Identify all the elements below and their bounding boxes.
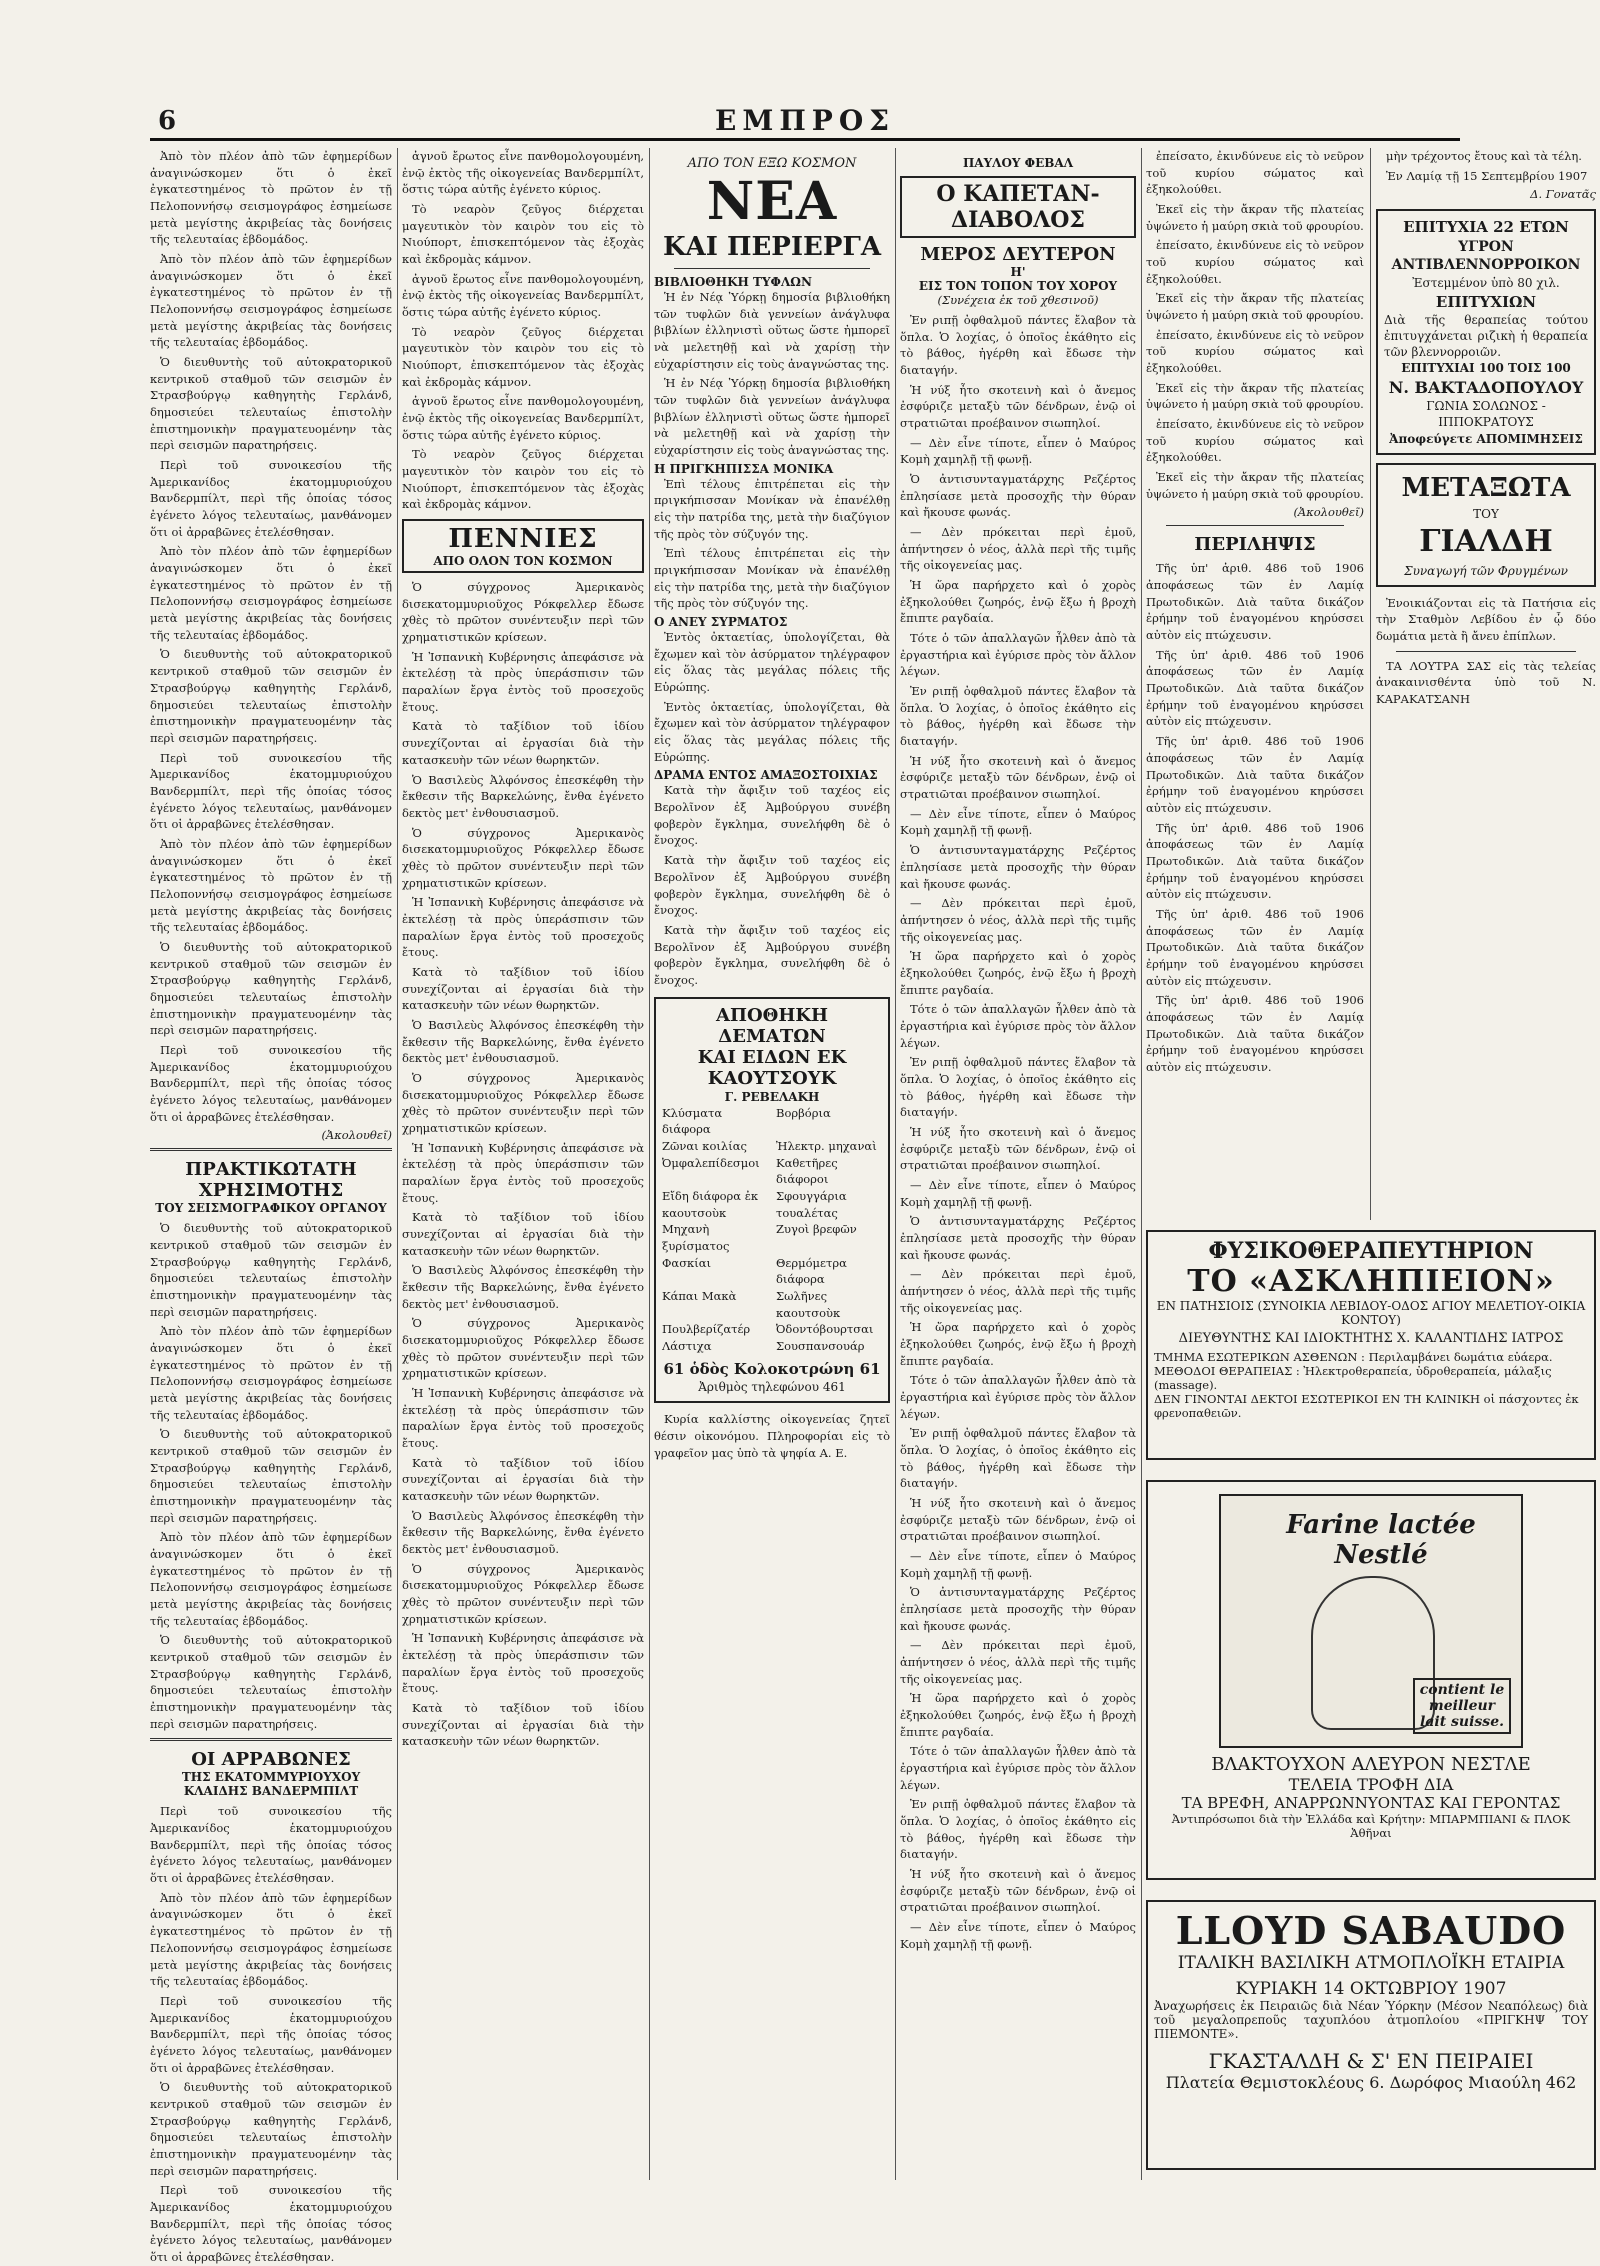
ad-line: Ἐστεμμένον ὑπὸ 80 χιλ. — [1412, 276, 1560, 291]
lloyd-sabaudo-ad — [1146, 1900, 1596, 2170]
article-text: Περὶ τοῦ συνοικεσίου τῆς Ἀμερικανίδος ἑκατομμυριούχου Βανδερμπίλτ, περὶ τῆς ὁποίας τόσος ἐγένετο λόγος τελευταίως, μανθάνομεν ὅτι οἱ ἀρραβῶνες ἐτελέσθησαν. — [150, 458, 392, 539]
article-text: Ὁ διευθυντὴς τοῦ αὐτοκρατορικοῦ κεντρικοῦ σταθμοῦ τῶν σεισμῶν ἐν Στρασβούργῳ καθηγητὴς Γερλάνδ, δημοσιεύει τελευταίως ἐπιστολὴν ἐπιστημονικὴν πραγματευομένην τὰς περὶ σεισμῶν παρατηρήσεις. — [150, 1633, 392, 1731]
ad-goods-item: Εἴδη διάφορα ἐκ καουτσοὺκ — [662, 1189, 759, 1220]
article-text: ἐπείσατο, ἐκινδύνευε εἰς τὸ νεῦρον τοῦ κυρίου σώματος καὶ ἐξηκολούθει. — [1146, 327, 1364, 376]
article-text: Περὶ τοῦ συνοικεσίου τῆς Ἀμερικανίδος ἑκατομμυριούχου Βανδερμπίλτ, περὶ τῆς ὁποίας τόσος ἐγένετο λόγος τελευταίως, μανθάνομεν ὅτι οἱ ἀρραβῶνες ἐτελέσθησαν. — [150, 1804, 392, 1886]
classified-text: ΤΑ ΛΟΥΤΡΑ ΣΑΣ εἰς τὰς τελείας ἀνακαινισθέντα ὑπὸ τοῦ Ν. ΚΑΡΑΚΑΤΣΑΝΗ — [1376, 658, 1596, 707]
article-text: ἐπείσατο, ἐκινδύνευε εἰς τὸ νεῦρον τοῦ κυρίου σώματος καὶ ἐξηκολούθει. — [1146, 238, 1364, 286]
ad-note: Ἀποφεύγετε ΑΠΟΜΙΜΗΣΕΙΣ — [1389, 431, 1583, 446]
ad-line: ΤΜΗΜΑ ΕΣΩΤΕΡΙΚΩΝ ΑΣΘΕΝΩΝ : Περιλαμβάνει δωμάτια εὐάερα. — [1154, 1350, 1553, 1364]
article-text: Ἐπὶ τέλους ἐπιτρέπεται εἰς τὴν πριγκήπισσαν Μονίκαν νὰ ἐπανέλθῃ εἰς τὴν πατρίδα της, μετὰ τὴν διαζύγιον τῆς πρὸς τὸν σύζυγόν της. — [654, 476, 890, 541]
column-3 — [654, 148, 890, 2180]
ad-name: ΓΙΑΛΔΗ — [1419, 524, 1553, 559]
article-text: ἀγνοῦ ἔρωτος εἶνε πανθομολογουμένη, ἐνῷ ἐκτὸς τῆς οἰκογενείας Βανδερμπίλτ, ὅστις τώρα αὐτῆς ἐγένετο κύριος. — [402, 271, 644, 320]
article-text: Κατὰ τὸ ταξίδιον τοῦ ἰδίου συνεχίζονται αἱ ἐργασίαι διὰ τὴν κατασκευὴν τῶν νέων θωρηκτῶν. — [402, 719, 644, 767]
masthead — [150, 100, 1460, 140]
column-1 — [150, 148, 392, 2264]
article-text: Ὁ ἀντισυνταγματάρχης Ρεζέρτος ἐπλησίασε μετὰ προσοχῆς τὴν θύραν καὶ ἤκουσε φωνάς. — [900, 1214, 1136, 1262]
article-text: Τῆς ὑπ' ἀριθ. 486 τοῦ 1906 ἀποφάσεως τῶν ἐν Λαμίᾳ Πρωτοδικῶν. Διὰ ταῦτα δικάζον ἐρήμην τοῦ ἐναγομένου κηρύσσει αὐτὸν εἰς πτώχευσιν. — [1146, 906, 1364, 988]
article-text: Ὁ ἀντισυνταγματάρχης Ρεζέρτος ἐπλησίασε μετὰ προσοχῆς τὴν θύραν καὶ ἤκουσε φωνάς. — [900, 843, 1136, 891]
ad-address: ΓΩΝΙΑ ΣΟΛΩΝΟΣ - ΙΠΠΟΚΡΑΤΟΥΣ — [1426, 399, 1546, 430]
item-title: ΔΡΑΜΑ ΕΝΤΟΣ ΑΜΑΞΟΣΤΟΙΧΙΑΣ — [654, 768, 878, 783]
section-heading — [150, 1159, 392, 1215]
section-subtitle: ΤΗΣ ΕΚΑΤΟΜΜΥΡΙΟΥΧΟΥ — [181, 1770, 361, 1785]
article-text: — Δὲν πρόκειται περὶ ἐμοῦ, ἀπήντησεν ὁ νέος, ἀλλὰ περὶ τῆς τιμῆς τῆς οἰκογενείας μας. — [900, 896, 1136, 944]
article-text: — Δὲν εἶνε τίποτε, εἶπεν ὁ Μαύρος Κομὴ χαμηλῇ τῇ φωνῇ. — [900, 1920, 1136, 1951]
article-text: Τότε ὁ τῶν ἀπαλλαγῶν ἦλθεν ἀπὸ τὰ ἐργαστήρια καὶ ἐγύρισε πρὸς τὸν ἄλλον λέγων. — [900, 1002, 1136, 1050]
article-text: Περὶ τοῦ συνοικεσίου τῆς Ἀμερικανίδος ἑκατομμυριούχου Βανδερμπίλτ, περὶ τῆς ὁποίας τόσος ἐγένετο λόγος τελευταίως, μανθάνομεν ὅτι οἱ ἀρραβῶνες ἐτελέσθησαν. — [150, 2183, 392, 2264]
ad-targets: ΤΑ ΒΡΕΦΗ, ΑΝΑΡΡΩΝΝΥΟΝΤΑΣ ΚΑΙ ΓΕΡΟΝΤΑΣ — [1181, 1794, 1561, 1812]
ad-word: ΕΠΙΤΥΧΙΩΝ — [1435, 292, 1537, 311]
masthead-rule — [150, 138, 1460, 141]
ad-title: ΕΠΙΤΥΧΙΑ 22 ΕΤΩΝ — [1403, 218, 1569, 237]
section-rule — [1166, 525, 1344, 526]
article-text: Τῆς ὑπ' ἀριθ. 486 τοῦ 1906 ἀποφάσεως τῶν ἐν Λαμίᾳ Πρωτοδικῶν. Διὰ ταῦτα δικάζον ἐρήμην τοῦ ἐναγομένου κηρύσσει αὐτὸν εἰς πτώχευσιν. — [1146, 820, 1364, 902]
article-text: Ὁ σύγχρονος Ἀμερικανὸς δισεκατομμυριοῦχος Ρόκφελλερ ἔδωσε χθὲς τὸ πρῶτον συνέντευξιν περὶ τῶν χρηματιστικῶν κρίσεων. — [402, 825, 644, 890]
ad-text: Διὰ τῆς θεραπείας τούτου ἐπιτυγχάνεται ριζικὴ ἡ θεραπεία τῶν βλεννορροιῶν. — [1384, 312, 1588, 360]
ad-phone: Ἀριθμὸς τηλεφώνου 461 — [698, 1380, 846, 1395]
ad-goods-item: Μηχανὴ ξυρίσματος — [662, 1222, 730, 1254]
article-text: Ὁ Βασιλεὺς Ἀλφόνσος ἐπεσκέφθη τὴν ἔκθεσιν τῆς Βαρκελώνης, ἔνθα ἐγένετο δεκτὸς μετ' ἐνθουσιασμοῦ. — [402, 1017, 644, 1066]
article-text: — Δὲν εἶνε τίποτε, εἶπεν ὁ Μαύρος Κομὴ χαμηλῇ τῇ φωνῇ. — [900, 806, 1136, 838]
section-heading — [402, 519, 644, 573]
article-text: Ὁ σύγχρονος Ἀμερικανὸς δισεκατομμυριοῦχος Ρόκφελλερ ἔδωσε χθὲς τὸ πρῶτον συνέντευξιν περὶ τῶν χρηματιστικῶν κρίσεων. — [402, 1316, 644, 1381]
signature: Δ. Γονατᾶς — [1530, 187, 1596, 202]
article-text: Περὶ τοῦ συνοικεσίου τῆς Ἀμερικανίδος ἑκατομμυριούχου Βανδερμπίλτ, περὶ τῆς ὁποίας τόσος ἐγένετο λόγος τελευταίως, μανθάνομεν ὅτι οἱ ἀρραβῶνες ἐτελέσθησαν. — [150, 750, 392, 832]
article-text: Ὁ διευθυντὴς τοῦ αὐτοκρατορικοῦ κεντρικοῦ σταθμοῦ τῶν σεισμῶν ἐν Στρασβούργῳ καθηγητὴς Γερλάνδ, δημοσιεύει τελευταίως ἐπιστολὴν ἐπιστημονικὴν πραγματευομένην τὰς περὶ σεισμῶν παρατηρήσεις. — [150, 2080, 392, 2178]
article-text: Περὶ τοῦ συνοικεσίου τῆς Ἀμερικανίδος ἑκατομμυριούχου Βανδερμπίλτ, περὶ τῆς ὁποίας τόσος ἐγένετο λόγος τελευταίως, μανθάνομεν ὅτι οἱ ἀρραβῶνες ἐτελέσθησαν. — [150, 1042, 392, 1124]
ad-subtitle: ΤΟΥ — [1473, 506, 1499, 521]
ad-goods-item: Φασκίαι — [662, 1255, 712, 1270]
column-2 — [402, 148, 644, 2180]
article-text: Ἐκεῖ εἰς τὴν ἄκραν τῆς πλατείας ὑψώνετο ἡ μαύρη σκιὰ τοῦ φρουρίου. — [1146, 291, 1364, 323]
article-text: Ἡ ὥρα παρήρχετο καὶ ὁ χορὸς ἐξηκολούθει ζωηρός, ἐνῷ ἔξω ἡ βροχὴ ἔπιπτε ραγδαία. — [900, 1691, 1136, 1739]
medicine-ad — [1376, 209, 1596, 454]
classified-text: Ἐνοικιάζονται εἰς τὰ Πατήσια εἰς τὴν Σταθμὸν Λεβίδου ἐν ᾧ δύο δωμάτια μετὰ ἢ ἄνευ ἐπίπλων. — [1376, 595, 1596, 644]
article-text: Τὸ νεαρὸν ζεῦγος διέρχεται μαγευτικὸν τὸν καιρὸν του εἰς τὸ Νιούπορτ, ἐπισκεπτόμενον τὰς ἐξοχὰς καὶ ἐκδρομὰς κάμνον. — [402, 447, 644, 512]
column-5 — [1146, 148, 1364, 1220]
article-text: Κατὰ τὸ ταξίδιον τοῦ ἰδίου συνεχίζονται αἱ ἐργασίαι διὰ τὴν κατασκευὴν τῶν νέων θωρηκτῶν. — [402, 964, 644, 1013]
ad-shop: Ν. ΒΑΚΤΑΔΟΠΟΥΛΟΥ — [1388, 377, 1584, 397]
item-title: ΒΙΒΛΙΟΘΗΚΗ ΤΥΦΛΩΝ — [654, 275, 812, 289]
rubber-goods-ad — [654, 997, 890, 1404]
ad-subtitle: ΚΑΙ ΕΙΔΩΝ ΕΚ ΚΑΟΥΤΣΟΥΚ — [697, 1046, 847, 1089]
page-number: 6 — [158, 106, 177, 136]
article-text: Κατὰ τὸ ταξίδιον τοῦ ἰδίου συνεχίζονται αἱ ἐργασίαι διὰ τὴν κατασκευὴν τῶν νέων θωρηκτῶν. — [402, 1210, 644, 1258]
article-text: Ἀπὸ τὸν πλέον ἀπὸ τῶν ἐφημερίδων ἀναγινώσκομεν ὅτι ὁ ἐκεῖ ἐγκατεστημένος τὸ πρῶτον ἐν τῇ Πελοποννήσῳ σεισμογράφος ἐσημείωσε μετὰ μεγίστης ἀκριβείας τὰς δονήσεις τῆς τελευταίας ἑβδομάδος. — [150, 1324, 392, 1422]
article-text: Ἀπὸ τὸν πλέον ἀπὸ τῶν ἐφημερίδων ἀναγινώσκομεν ὅτι ὁ ἐκεῖ ἐγκατεστημένος τὸ πρῶτον ἐν τῇ Πελοποννήσῳ σεισμογράφος ἐσημείωσε μετὰ μεγίστης ἀκριβείας τὰς δονήσεις τῆς τελευταίας ἑβδομάδος. — [150, 252, 392, 350]
classified-text: Κυρία καλλίστης οἰκογενείας ζητεῖ θέσιν οἰκονόμου. Πληροφορίαι εἰς τὸ γραφεῖον μας ὑπὸ τὰ ψηφία Α. Ε. — [654, 1412, 890, 1460]
article-text: Ἡ Ἰσπανικὴ Κυβέρνησις ἀπεφάσισε νὰ ἐκτελέσῃ τὰ πρὸς ὑπεράσπισιν τῶν παραλίων ἔργα ἐντὸς τοῦ προσεχοῦς ἔτους. — [402, 649, 644, 714]
section-rule — [150, 1148, 392, 1151]
article-text: Ἐν ριπῇ ὀφθαλμοῦ πάντες ἔλαβον τὰ ὅπλα. Ὁ λοχίας, ὁ ὁποῖος ἐκάθητο εἰς τὸ βάθος, ἠγέρθη καὶ ἔδωσε τὴν διαταγήν. — [900, 313, 1136, 378]
serial-heading — [900, 156, 1136, 307]
continued-note: (Ἀκολουθεῖ) — [321, 1128, 392, 1143]
ad-director: ΔΙΕΥΘΥΝΤΗΣ ΚΑΙ ΙΔΙΟΚΤΗΤΗΣ Χ. ΚΑΛΑΝΤΙΔΗΣ ΙΑΤΡΟΣ — [1178, 1331, 1564, 1346]
article-text: Τῆς ὑπ' ἀριθ. 486 τοῦ 1906 ἀποφάσεως τῶν ἐν Λαμίᾳ Πρωτοδικῶν. Διὰ ταῦτα δικάζον ἐρήμην τοῦ ἐναγομένου κηρύσσει αὐτὸν εἰς πτώχευσιν. — [1146, 561, 1364, 643]
article-text: Ἡ νύξ ἦτο σκοτεινὴ καὶ ὁ ἄνεμος ἐσφύριζε μεταξὺ τῶν δένδρων, ἐνῷ οἱ στρατιῶται προέβαινον σιωπηλοί. — [900, 1124, 1136, 1173]
ad-goods-item: Σουσπανσουάρ — [776, 1339, 865, 1354]
ad-goods-item: Ὀδοντόβουρτσαι — [776, 1322, 874, 1337]
article-text: Ἐν ριπῇ ὀφθαλμοῦ πάντες ἔλαβον τὰ ὅπλα. Ὁ λοχίας, ὁ ὁποῖος ἐκάθητο εἰς τὸ βάθος, ἠγέρθη καὶ ἔδωσε τὴν διαταγήν. — [900, 1055, 1136, 1120]
serial-part: ΜΕΡΟΣ ΔΕΥΤΕΡΟΝ — [920, 244, 1116, 265]
article-text: Τότε ὁ τῶν ἀπαλλαγῶν ἦλθεν ἀπὸ τὰ ἐργαστήρια καὶ ἐγύρισε πρὸς τὸν ἄλλον λέγων. — [900, 631, 1136, 679]
serial-continued: (Συνέχεια ἐκ τοῦ χθεσινοῦ) — [937, 293, 1099, 307]
article-text: Τότε ὁ τῶν ἀπαλλαγῶν ἦλθεν ἀπὸ τὰ ἐργαστήρια καὶ ἐγύρισε πρὸς τὸν ἄλλον λέγων. — [900, 1373, 1136, 1421]
section-kicker: ΑΠΟ ΤΟΝ ΕΞΩ ΚΟΣΜΟΝ — [687, 156, 857, 171]
article-text: Ὁ ἀντισυνταγματάρχης Ρεζέρτος ἐπλησίασε μετὰ προσοχῆς τὴν θύραν καὶ ἤκουσε φωνάς. — [900, 1585, 1136, 1633]
ad-goods-item: Ἠλεκτρ. μηχαναὶ — [776, 1139, 877, 1154]
article-text: Ἀπὸ τὸν πλέον ἀπὸ τῶν ἐφημερίδων ἀναγινώσκομεν ὅτι ὁ ἐκεῖ ἐγκατεστημένος τὸ πρῶτον ἐν τῇ Πελοποννήσῳ σεισμογράφος ἐσημείωσε μετὰ μεγίστης ἀκριβείας τὰς δονήσεις τῆς τελευταίας ἑβδομάδος. — [150, 1890, 392, 1989]
article-text: Ἡ νύξ ἦτο σκοτεινὴ καὶ ὁ ἄνεμος ἐσφύριζε μεταξὺ τῶν δένδρων, ἐνῷ οἱ στρατιῶται προέβαινον σιωπηλοί. — [900, 1867, 1136, 1915]
ad-goods-list — [662, 1105, 882, 1355]
newspaper-title: ΕΜΠΡΟΣ — [714, 104, 896, 137]
article-text: Ἀπὸ τὸν πλέον ἀπὸ τῶν ἐφημερίδων ἀναγινώσκομεν ὅτι ὁ ἐκεῖ ἐγκατεστημένος τὸ πρῶτον ἐν τῇ Πελοποννήσῳ σεισμογράφος ἐσημείωσε μετὰ μεγίστης ἀκριβείας τὰς δονήσεις τῆς τελευταίας ἑβδομάδος. — [150, 544, 392, 642]
ad-line: ΔΕΝ ΓΙΝΟΝΤΑΙ ΔΕΚΤΟΙ ΕΣΩΤΕΡΙΚΟΙ ΕΝ ΤΗ ΚΛΙΝΙΚΗ οἱ πάσχοντες ἐκ φρενοπαθειῶν. — [1154, 1392, 1579, 1420]
ad-title: ΑΠΟΘΗΚΗ ΔΕΜΑΤΩΝ — [716, 1004, 828, 1047]
ad-address: Πλατεία Θεμιστοκλέους 6. Δωρόφος Μιαούλη 462 — [1165, 2073, 1577, 2092]
continued-note: (Ἀκολουθεῖ) — [1293, 505, 1364, 520]
section-title: ΠΡΑΚΤΙΚΩΤΑΤΗ ΧΡΗΣΙΜΟΤΗΣ — [185, 1159, 357, 1202]
article-text: μὴν τρέχοντος ἔτους καὶ τὰ τέλη. — [1386, 149, 1582, 163]
article-text: Ἐν ριπῇ ὀφθαλμοῦ πάντες ἔλαβον τὰ ὅπλα. Ὁ λοχίας, ὁ ὁποῖος ἐκάθητο εἰς τὸ βάθος, ἠγέρθη καὶ ἔδωσε τὴν διαταγήν. — [900, 1426, 1136, 1491]
article-text: Ὁ σύγχρονος Ἀμερικανὸς δισεκατομμυριοῦχος Ρόκφελλερ ἔδωσε χθὲς τὸ πρῶτον συνέντευξιν περὶ τῶν χρηματιστικῶν κρίσεων. — [402, 580, 644, 645]
serial-chapter: Η' — [1010, 265, 1026, 279]
article-text: Ἐν ριπῇ ὀφθαλμοῦ πάντες ἔλαβον τὰ ὅπλα. Ὁ λοχίας, ὁ ὁποῖος ἐκάθητο εἰς τὸ βάθος, ἠγέρθη καὶ ἔδωσε τὴν διαταγήν. — [900, 1797, 1136, 1862]
article-text: — Δὲν εἶνε τίποτε, εἶπεν ὁ Μαύρος Κομὴ χαμηλῇ τῇ φωνῇ. — [900, 1177, 1136, 1209]
article-text: Ἐπὶ τέλους ἐπιτρέπεται εἰς τὴν πριγκήπισσαν Μονίκαν νὰ ἐπανέλθῃ εἰς τὴν πατρίδα της, μετὰ τὴν διαζύγιον τῆς πρὸς τὸν σύζυγόν της. — [654, 546, 890, 611]
ad-goods-item: Ζυγοὶ βρεφῶν — [776, 1222, 857, 1237]
section-rule — [674, 268, 870, 269]
section-subtitle: ΤΟΥ ΣΕΙΣΜΟΓΡΑΦΙΚΟΥ ΟΡΓΑΝΟΥ — [155, 1201, 387, 1216]
ad-subtitle: ΙΤΑΛΙΚΗ ΒΑΣΙΛΙΚΗ ΑΤΜΟΠΛΟΪΚΗ ΕΤΑΙΡΙΑ — [1177, 1953, 1565, 1973]
ad-agents: Ἀντιπρόσωποι διὰ τὴν Ἑλλάδα καὶ Κρήτην: ΜΠΑΡΜΠΙΑΝΙ & ΠΛΟΚ Ἀθῆναι — [1171, 1812, 1571, 1840]
column-divider — [649, 148, 650, 2180]
article-text: Τῆς ὑπ' ἀριθ. 486 τοῦ 1906 ἀποφάσεως τῶν ἐν Λαμίᾳ Πρωτοδικῶν. Διὰ ταῦτα δικάζον ἐρήμην τοῦ ἐναγομένου κηρύσσει αὐτὸν εἰς πτώχευσιν. — [1146, 734, 1364, 815]
article-text: — Δὲν εἶνε τίποτε, εἶπεν ὁ Μαύρος Κομὴ χαμηλῇ τῇ φωνῇ. — [900, 435, 1136, 467]
section-subtitle: ΑΠΟ ΟΛΟΝ ΤΟΝ ΚΟΣΜΟΝ — [433, 554, 613, 569]
article-text: Ὁ Βασιλεὺς Ἀλφόνσος ἐπεσκέφθη τὴν ἔκθεσιν τῆς Βαρκελώνης, ἔνθα ἐγένετο δεκτὸς μετ' ἐνθουσιασμοῦ. — [402, 1263, 644, 1311]
article-text: Τότε ὁ τῶν ἀπαλλαγῶν ἦλθεν ἀπὸ τὰ ἐργαστήρια καὶ ἐγύρισε πρὸς τὸν ἄλλον λέγων. — [900, 1744, 1136, 1792]
article-text: Ἐν ριπῇ ὀφθαλμοῦ πάντες ἔλαβον τὰ ὅπλα. Ὁ λοχίας, ὁ ὁποῖος ἐκάθητο εἰς τὸ βάθος, ἠγέρθη καὶ ἔδωσε τὴν διαταγήν. — [900, 684, 1136, 749]
article-text: Κατὰ τὴν ἄφιξιν τοῦ ταχέος εἰς Βερολῖνον ἐξ Ἀμβούργου συνέβη φοβερὸν ἔγκλημα, συνελήφθη δὲ ὁ ἔνοχος. — [654, 783, 890, 848]
ad-prize: ΕΠΙΤΥΧΙΑΙ 100 ΤΟΙΣ 100 — [1401, 361, 1571, 376]
article-text: Κατὰ τὸ ταξίδιον τοῦ ἰδίου συνεχίζονται αἱ ἐργασίαι διὰ τὴν κατασκευὴν τῶν νέων θωρηκτῶν. — [402, 1701, 644, 1749]
article-text: Ἡ νύξ ἦτο σκοτεινὴ καὶ ὁ ἄνεμος ἐσφύριζε μεταξὺ τῶν δένδρων, ἐνῷ οἱ στρατιῶται προέβαινον σιωπηλοί. — [900, 382, 1136, 431]
article-text: Κατὰ τὴν ἄφιξιν τοῦ ταχέος εἰς Βερολῖνον ἐξ Ἀμβούργου συνέβη φοβερὸν ἔγκλημα, συνελήφθη δὲ ὁ ἔνοχος. — [654, 922, 890, 987]
ad-agent: ΓΚΑΣΤΑΛΔΗ & Σ' ΕΝ ΠΕΙΡΑΙΕΙ — [1208, 2049, 1534, 2073]
section-heading — [654, 156, 890, 262]
ad-goods-item: Βορβόρια — [776, 1105, 831, 1120]
section-subtitle: ΚΛΑΙΔΗΣ ΒΑΝΔΕΡΜΠΙΛΤ — [183, 1784, 359, 1799]
ad-goods-item: Κάπαι Μακὰ — [662, 1289, 737, 1304]
article-text: Τὸ νεαρὸν ζεῦγος διέρχεται μαγευτικὸν τὸν καιρὸν του εἰς τὸ Νιούπορτ, ἐπισκεπτόμενον τὰς ἐξοχὰς καὶ ἐκδρομὰς κάμνον. — [402, 202, 644, 267]
article-text: — Δὲν πρόκειται περὶ ἐμοῦ, ἀπήντησεν ὁ νέος, ἀλλὰ περὶ τῆς τιμῆς τῆς οἰκογενείας μας. — [900, 1267, 1136, 1315]
section-title: ΟΙ ΑΡΡΑΒΩΝΕΣ — [191, 1749, 351, 1771]
column-divider — [397, 148, 398, 2180]
section-heading — [150, 1749, 392, 1798]
ad-title: ΦΥΣΙΚΟΘΕΡΑΠΕΥΤΗΡΙΟΝ — [1208, 1238, 1534, 1264]
article-text: Ἡ ἐν Νέᾳ Ὑόρκῃ δημοσία βιβλιοθήκη τῶν τυφλῶν διὰ γεννείων ἀνάγλυφα βιβλίων ἐλληνιστὶ οὕτως ὥστε ἠμπορεῖ νὰ μελετηθῇ καὶ νὰ χαρίσῃ τὴν εὐχαρίστησιν εἰς τοὺς ἀναγνώστας της. — [654, 290, 890, 371]
ad-goods-item: Ὀμφαλεπίδεσμοι — [662, 1155, 760, 1170]
column-divider — [1370, 148, 1371, 1220]
article-text: Ἐντὸς ὀκταετίας, ὑπολογίζεται, θὰ ἔχωμεν καὶ τὸν ἀσύρματον τηλέγραφον εἰς ὅλας τὰς μεγάλας πόλεις τῆς Εὐρώπης. — [654, 699, 890, 764]
article-text: Ἡ Ἰσπανικὴ Κυβέρνησις ἀπεφάσισε νὰ ἐκτελέσῃ τὰ πρὸς ὑπεράσπισιν τῶν παραλίων ἔργα ἐντὸς τοῦ προσεχοῦς ἔτους. — [402, 1631, 644, 1696]
section-title: ΠΕΡΙΛΗΨΙΣ — [1194, 534, 1316, 556]
serial-author: ΠΑΥΛΟΥ ΦΕΒΑΛ — [962, 156, 1074, 170]
ad-address: ΕΝ ΠΑΤΗΣΙΟΙΣ (ΣΥΝΟΙΚΙΑ ΛΕΒΙΔΟΥ-ΟΔΟΣ ΑΓΙΟΥ ΜΕΛΕΤΙΟΥ-ΟΙΚΙΑ ΚΟΝΤΟΥ) — [1156, 1299, 1586, 1327]
article-text: Ὁ διευθυντὴς τοῦ αὐτοκρατορικοῦ κεντρικοῦ σταθμοῦ τῶν σεισμῶν ἐν Στρασβούργῳ καθηγητὴς Γερλάνδ, δημοσιεύει τελευταίως ἐπιστολὴν ἐπιστημονικὴν πραγματευομένην τὰς περὶ σεισμῶν παρατηρήσεις. — [150, 647, 392, 745]
article-text: Τὸ νεαρὸν ζεῦγος διέρχεται μαγευτικὸν τὸν καιρὸν του εἰς τὸ Νιούπορτ, ἐπισκεπτόμενον τὰς ἐξοχὰς καὶ ἐκδρομὰς κάμνον. — [402, 324, 644, 389]
article-text: Ἡ ὥρα παρήρχετο καὶ ὁ χορὸς ἐξηκολούθει ζωηρός, ἐνῷ ἔξω ἡ βροχὴ ἔπιπτε ραγδαία. — [900, 949, 1136, 997]
ad-title: LLOYD SABAUDO — [1175, 1908, 1567, 1953]
article-text: Ὁ Βασιλεὺς Ἀλφόνσος ἐπεσκέφθη τὴν ἔκθεσιν τῆς Βαρκελώνης, ἔνθα ἐγένετο δεκτὸς μετ' ἐνθουσιασμοῦ. — [402, 772, 644, 820]
article-text: Ἡ ἐν Νέᾳ Ὑόρκῃ δημοσία βιβλιοθήκη τῶν τυφλῶν διὰ γεννείων ἀνάγλυφα βιβλίων ἐλληνιστὶ οὕτως ὥστε ἠμπορεῖ νὰ μελετηθῇ καὶ νὰ χαρίσῃ τὴν εὐχαρίστησιν εἰς τοὺς ἀναγνώστας της. — [654, 376, 890, 458]
article-text: Ὁ διευθυντὴς τοῦ αὐτοκρατορικοῦ κεντρικοῦ σταθμοῦ τῶν σεισμῶν ἐν Στρασβούργῳ καθηγητὴς Γερλάνδ, δημοσιεύει τελευταίως ἐπιστολὴν ἐπιστημονικὴν πραγματευομένην τὰς περὶ σεισμῶν παρατηρήσεις. — [150, 939, 392, 1038]
article-text: Ὁ σύγχρονος Ἀμερικανὸς δισεκατομμυριοῦχος Ρόκφελλερ ἔδωσε χθὲς τὸ πρῶτον συνέντευξιν περὶ τῶν χρηματιστικῶν κρίσεων. — [402, 1561, 644, 1626]
article-text: Ἐντὸς ὀκταετίας, ὑπολογίζεται, θὰ ἔχωμεν καὶ τὸν ἀσύρματον τηλέγραφον εἰς ὅλας τὰς μεγάλας πόλεις τῆς Εὐρώπης. — [654, 630, 890, 695]
ad-title: ΜΕΤΑΞΩΤΑ — [1401, 472, 1571, 503]
article-text: Ἡ ὥρα παρήρχετο καὶ ὁ χορὸς ἐξηκολούθει ζωηρός, ἐνῷ ἔξω ἡ βροχὴ ἔπιπτε ραγδαία. — [900, 1320, 1136, 1368]
serial-title: Ο ΚΑΠΕΤΑΝ-ΔΙΑΒΟΛΟΣ — [900, 176, 1136, 238]
ad-text: Ἀναχωρήσεις ἐκ Πειραιῶς διὰ Νέαν Ὑόρκην (Μέσον Νεαπόλεως) διὰ τοῦ μεγαλοπρεποῦς ταχυπλόου ἀτμοπλοίου «ΠΡΙΓΚΗΨ ΤΟΥ ΠΙΕΜΟΝΤΕ». — [1154, 1999, 1588, 2041]
item-title: Η ΠΡΙΓΚΗΠΙΣΣΑ ΜΟΝΙΚΑ — [654, 461, 834, 476]
nestle-brand: Farine lactée Nestlé — [1286, 1510, 1476, 1570]
column-4 — [900, 148, 1136, 2180]
article-text: Ὁ διευθυντὴς τοῦ αὐτοκρατορικοῦ κεντρικοῦ σταθμοῦ τῶν σεισμῶν ἐν Στρασβούργῳ καθηγητὴς Γερλάνδ, δημοσιεύει τελευταίως ἐπιστολὴν ἐπιστημονικὴν πραγματευομένην τὰς περὶ σεισμῶν παρατηρήσεις. — [150, 1221, 392, 1319]
article-text: Ἐκεῖ εἰς τὴν ἄκραν τῆς πλατείας ὑψώνετο ἡ μαύρη σκιὰ τοῦ φρουρίου. — [1146, 202, 1364, 233]
ad-goods-item: Πουλβερίζατέρ — [662, 1322, 751, 1337]
ad-address: 61 ὁδὸς Κολοκοτρώνη 61 — [663, 1359, 881, 1378]
column-divider — [1141, 148, 1142, 2180]
article-text: — Δὲν πρόκειται περὶ ἐμοῦ, ἀπήντησεν ὁ νέος, ἀλλὰ περὶ τῆς τιμῆς τῆς οἰκογενείας μας. — [900, 525, 1136, 573]
ad-goods-item: Λάστιχα — [662, 1339, 712, 1354]
physiotherapy-ad — [1146, 1230, 1596, 1460]
ad-goods-item: Σωλῆνες καουτσοὺκ — [776, 1289, 841, 1320]
section-subtitle: ΚΑΙ ΠΕΡΙΕΡΓΑ — [662, 232, 882, 262]
nestle-caption: contient le meilleur lait suisse. — [1413, 1678, 1511, 1734]
article-text: ἀγνοῦ ἔρωτος εἶνε πανθομολογουμένη, ἐνῷ ἐκτὸς τῆς οἰκογενείας Βανδερμπίλτ, ὅστις τώρα αὐτῆς ἐγένετο κύριος. — [402, 149, 644, 197]
article-text: ἐπείσατο, ἐκινδύνευε εἰς τὸ νεῦρον τοῦ κυρίου σώματος καὶ ἐξηκολούθει. — [1146, 149, 1364, 197]
section-rule — [1396, 651, 1576, 652]
article-text: — Δὲν πρόκειται περὶ ἐμοῦ, ἀπήντησεν ὁ νέος, ἀλλὰ περὶ τῆς τιμῆς τῆς οἰκογενείας μας. — [900, 1638, 1136, 1686]
article-text: — Δὲν εἶνε τίποτε, εἶπεν ὁ Μαύρος Κομὴ χαμηλῇ τῇ φωνῇ. — [900, 1549, 1136, 1580]
article-text: ἐπείσατο, ἐκινδύνευε εἰς τὸ νεῦρον τοῦ κυρίου σώματος καὶ ἐξηκολούθει. — [1146, 417, 1364, 465]
ad-goods-item: Κλύσματα διάφορα — [662, 1105, 723, 1137]
ad-goods-item: Καθετῆρες διάφοροι — [776, 1155, 838, 1187]
article-text: Ἡ Ἰσπανικὴ Κυβέρνησις ἀπεφάσισε νὰ ἐκτελέσῃ τὰ πρὸς ὑπεράσπισιν τῶν παραλίων ἔργα ἐντὸς τοῦ προσεχοῦς ἔτους. — [402, 895, 644, 960]
ad-subtitle: ΤΕΛΕΙΑ ΤΡΟΦΗ ΔΙΑ — [1288, 1775, 1454, 1794]
column-6 — [1376, 148, 1596, 1220]
article-text: Ἐκεῖ εἰς τὴν ἄκραν τῆς πλατείας ὑψώνετο ἡ μαύρη σκιὰ τοῦ φρουρίου. — [1146, 380, 1364, 412]
ad-goods-item: Σφουγγάρια τουαλέτας — [776, 1189, 847, 1220]
article-text: Κατὰ τὸ ταξίδιον τοῦ ἰδίου συνεχίζονται αἱ ἐργασίαι διὰ τὴν κατασκευὴν τῶν νέων θωρηκτῶν. — [402, 1455, 644, 1504]
article-text: Ἡ Ἰσπανικὴ Κυβέρνησις ἀπεφάσισε νὰ ἐκτελέσῃ τὰ πρὸς ὑπεράσπισιν τῶν παραλίων ἔργα ἐντὸς τοῦ προσεχοῦς ἔτους. — [402, 1140, 644, 1205]
article-text: Ἡ Ἰσπανικὴ Κυβέρνησις ἀπεφάσισε νὰ ἐκτελέσῃ τὰ πρὸς ὑπεράσπισιν τῶν παραλίων ἔργα ἐντὸς τοῦ προσεχοῦς ἔτους. — [402, 1386, 644, 1451]
article-text: Ἀπὸ τὸν πλέον ἀπὸ τῶν ἐφημερίδων ἀναγινώσκομεν ὅτι ὁ ἐκεῖ ἐγκατεστημένος τὸ πρῶτον ἐν τῇ Πελοποννήσῳ σεισμογράφος ἐσημείωσε μετὰ μεγίστης ἀκριβείας τὰς δονήσεις τῆς τελευταίας ἑβδομάδος. — [150, 1530, 392, 1628]
section-title: ΠΕΝΝΙΕΣ — [448, 524, 598, 555]
article-text: Ὁ διευθυντὴς τοῦ αὐτοκρατορικοῦ κεντρικοῦ σταθμοῦ τῶν σεισμῶν ἐν Στρασβούργῳ καθηγητὴς Γερλάνδ, δημοσιεύει τελευταίως ἐπιστολὴν ἐπιστημονικὴν πραγματευομένην τὰς περὶ σεισμῶν παρατηρήσεις. — [150, 1427, 392, 1525]
article-text: Ὁ διευθυντὴς τοῦ αὐτοκρατορικοῦ κεντρικοῦ σταθμοῦ τῶν σεισμῶν ἐν Στρασβούργῳ καθηγητὴς Γερλάνδ, δημοσιεύει τελευταίως ἐπιστολὴν ἐπιστημονικὴν πραγματευομένην τὰς περὶ σεισμῶν παρατηρήσεις. — [150, 355, 392, 453]
article-text: Ἡ ὥρα παρήρχετο καὶ ὁ χορὸς ἐξηκολούθει ζωηρός, ἐνῷ ἔξω ἡ βροχὴ ἔπιπτε ραγδαία. — [900, 578, 1136, 626]
ad-date: ΚΥΡΙΑΚΗ 14 ΟΚΤΩΒΡΙΟΥ 1907 — [1235, 1979, 1507, 1999]
article-text: Κατὰ τὴν ἄφιξιν τοῦ ταχέος εἰς Βερολῖνον ἐξ Ἀμβούργου συνέβη φοβερὸν ἔγκλημα, συνελήφθη δὲ ὁ ἔνοχος. — [654, 853, 890, 918]
ad-tagline: Συναγωγή τῶν Φρυγμένων — [1404, 563, 1568, 578]
serial-chapter-title: ΕΙΣ ΤΟΝ ΤΟΠΟΝ ΤΟΥ ΧΟΡΟΥ — [918, 279, 1118, 293]
nestle-ad — [1146, 1480, 1596, 1880]
ad-title: ΒΛΑΚΤΟΥΧΟΝ ΑΛΕΥΡΟΝ ΝΕΣΤΛΕ — [1211, 1754, 1531, 1775]
article-text: Τῆς ὑπ' ἀριθ. 486 τοῦ 1906 ἀποφάσεως τῶν ἐν Λαμίᾳ Πρωτοδικῶν. Διὰ ταῦτα δικάζον ἐρήμην τοῦ ἐναγομένου κηρύσσει αὐτὸν εἰς πτώχευσιν. — [1146, 993, 1364, 1074]
article-text: Ἡ νύξ ἦτο σκοτεινὴ καὶ ὁ ἄνεμος ἐσφύριζε μεταξὺ τῶν δένδρων, ἐνῷ οἱ στρατιῶται προέβαινον σιωπηλοί. — [900, 753, 1136, 802]
article-text: Ὁ σύγχρονος Ἀμερικανὸς δισεκατομμυριοῦχος Ρόκφελλερ ἔδωσε χθὲς τὸ πρῶτον συνέντευξιν περὶ τῶν χρηματιστικῶν κρίσεων. — [402, 1070, 644, 1135]
section-rule — [150, 1738, 392, 1741]
article-text: Ἡ νύξ ἦτο σκοτεινὴ καὶ ὁ ἄνεμος ἐσφύριζε μεταξὺ τῶν δένδρων, ἐνῷ οἱ στρατιῶται προέβαινον σιωπηλοί. — [900, 1496, 1136, 1544]
article-text: Ἐν Λαμίᾳ τῇ 15 Σεπτεμβρίου 1907 — [1386, 168, 1588, 183]
article-text: Ὁ ἀντισυνταγματάρχης Ρεζέρτος ἐπλησίασε μετὰ προσοχῆς τὴν θύραν καὶ ἤκουσε φωνάς. — [900, 472, 1136, 520]
ad-subtitle: ΥΓΡΟΝ ΑΝΤΙΒΛΕΝΝΟΡΡΟΙΚΟΝ — [1391, 238, 1581, 274]
ad-name: ΤΟ «ΑΣΚΛΗΠΙΕΙΟΝ» — [1187, 1264, 1555, 1299]
ad-owner: Γ. ΡΕΒΕΛΑΚΗ — [724, 1089, 820, 1104]
ad-line: ΜΕΘΟΔΟΙ ΘΕΡΑΠΕΙΑΣ : Ἠλεκτροθεραπεία, ὑδροθεραπεία, μάλαξις (massage). — [1154, 1364, 1552, 1392]
ad-goods-item: Ζῶναι κοιλίας — [662, 1139, 747, 1154]
section-title: ΝΕΑ — [706, 171, 838, 232]
article-text: Ὁ Βασιλεὺς Ἀλφόνσος ἐπεσκέφθη τὴν ἔκθεσιν τῆς Βαρκελώνης, ἔνθα ἐγένετο δεκτὸς μετ' ἐνθουσιασμοῦ. — [402, 1508, 644, 1557]
silk-ad — [1376, 463, 1596, 587]
article-text: Περὶ τοῦ συνοικεσίου τῆς Ἀμερικανίδος ἑκατομμυριούχου Βανδερμπίλτ, περὶ τῆς ὁποίας τόσος ἐγένετο λόγος τελευταίως, μανθάνομεν ὅτι οἱ ἀρραβῶνες ἐτελέσθησαν. — [150, 1993, 392, 2075]
nestle-illustration — [1219, 1494, 1523, 1748]
ad-goods-item: Θερμόμετρα διάφορα — [776, 1255, 847, 1287]
article-text: Ἀπὸ τὸν πλέον ἀπὸ τῶν ἐφημερίδων ἀναγινώσκομεν ὅτι ὁ ἐκεῖ ἐγκατεστημένος τὸ πρῶτον ἐν τῇ Πελοποννήσῳ σεισμογράφος ἐσημείωσε μετὰ μεγίστης ἀκριβείας τὰς δονήσεις τῆς τελευταίας ἑβδομάδος. — [150, 836, 392, 935]
column-divider — [895, 148, 896, 2180]
article-text: Ἀπὸ τὸν πλέον ἀπὸ τῶν ἐφημερίδων ἀναγινώσκομεν ὅτι ὁ ἐκεῖ ἐγκατεστημένος τὸ πρῶτον ἐν τῇ Πελοποννήσῳ σεισμογράφος ἐσημείωσε μετὰ μεγίστης ἀκριβείας τὰς δονήσεις τῆς τελευταίας ἑβδομάδος. — [150, 149, 392, 247]
article-text: Τῆς ὑπ' ἀριθ. 486 τοῦ 1906 ἀποφάσεως τῶν ἐν Λαμίᾳ Πρωτοδικῶν. Διὰ ταῦτα δικάζον ἐρήμην τοῦ ἐναγομένου κηρύσσει αὐτὸν εἰς πτώχευσιν. — [1146, 647, 1364, 729]
item-title: Ο ΑΝΕΥ ΣΥΡΜΑΤΟΣ — [654, 615, 788, 630]
article-text: Ἐκεῖ εἰς τὴν ἄκραν τῆς πλατείας ὑψώνετο ἡ μαύρη σκιὰ τοῦ φρουρίου. — [1146, 470, 1364, 501]
article-text: ἀγνοῦ ἔρωτος εἶνε πανθομολογουμένη, ἐνῷ ἐκτὸς τῆς οἰκογενείας Βανδερμπίλτ, ὅστις τώρα αὐτῆς ἐγένετο κύριος. — [402, 394, 644, 442]
